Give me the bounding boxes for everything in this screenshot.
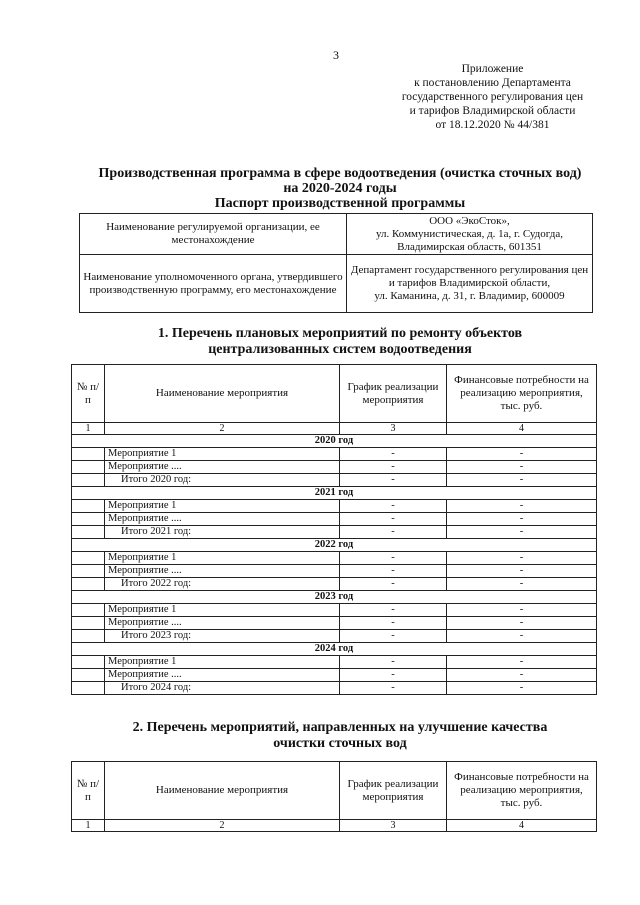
measure-name: Мероприятие ....	[105, 513, 340, 526]
section-title-line: 2. Перечень мероприятий, направленных на улучшение качества	[132, 720, 548, 735]
table-row	[72, 630, 597, 643]
repair-measures-table	[71, 364, 597, 695]
schedule-cell: -	[340, 578, 447, 591]
measure-name: Мероприятие ....	[105, 617, 340, 630]
title-line: на 2020-2024 годы	[283, 181, 397, 196]
finance-cell: -	[447, 565, 597, 578]
passport-org-value	[347, 214, 593, 255]
appendix-line: и тарифов Владимирской области	[409, 105, 576, 117]
measure-name: Мероприятие ....	[105, 565, 340, 578]
finance-cell: -	[447, 617, 597, 630]
passport-authority-label: Наименование уполномоченного органа, утвердившего производственную программу, его местонахождение	[80, 255, 347, 313]
schedule-cell: -	[340, 474, 447, 487]
table-row	[72, 500, 597, 513]
year-total: Итого 2021 год:	[105, 526, 340, 539]
appendix-line: к постановлению Департамента	[414, 77, 571, 89]
year-row: 2021 год	[72, 487, 597, 500]
year-row: 2023 год	[72, 591, 597, 604]
schedule-cell: -	[340, 448, 447, 461]
measure-name: Мероприятие 1	[105, 448, 340, 461]
measure-name: Мероприятие 1	[105, 656, 340, 669]
appendix-line: государственного регулирования цен	[401, 91, 584, 103]
table-row	[72, 669, 597, 682]
section-1-title	[70, 326, 610, 358]
schedule-cell: -	[340, 682, 447, 695]
col-header-finance: Финансовые потребности на реализацию мероприятия, тыс. руб.	[447, 762, 597, 820]
passport-title: Паспорт производственной программы	[214, 196, 466, 211]
table-row	[72, 552, 597, 565]
section-title-line: очистки сточных вод	[273, 736, 407, 751]
passport-org-label: Наименование регулируемой организации, ее местонахождение	[80, 214, 347, 255]
finance-cell: -	[447, 604, 597, 617]
schedule-cell: -	[340, 565, 447, 578]
schedule-cell: -	[340, 630, 447, 643]
section-title-line: централизованных систем водоотведения	[208, 342, 472, 357]
table-row	[72, 656, 597, 669]
table-row	[72, 448, 597, 461]
finance-cell: -	[447, 656, 597, 669]
table-row	[72, 474, 597, 487]
measure-name: Мероприятие ....	[105, 669, 340, 682]
passport-org-line: Владимирская область, 601351	[397, 240, 542, 253]
table-row	[72, 682, 597, 695]
finance-cell: -	[447, 682, 597, 695]
schedule-cell: -	[340, 617, 447, 630]
document-title	[80, 166, 600, 211]
year-row: 2024 год	[72, 643, 597, 656]
schedule-cell: -	[340, 552, 447, 565]
appendix-line: от 18.12.2020 № 44/381	[435, 119, 550, 131]
year-row: 2020 год	[72, 435, 597, 448]
col-number: 2	[105, 820, 340, 832]
table-row	[72, 526, 597, 539]
finance-cell: -	[447, 630, 597, 643]
finance-cell: -	[447, 578, 597, 591]
year-total: Итого 2020 год:	[105, 474, 340, 487]
appendix-block	[385, 62, 600, 132]
appendix-line: Приложение	[461, 63, 524, 75]
schedule-cell: -	[340, 513, 447, 526]
col-header-no: № п/п	[72, 365, 105, 423]
year-row: 2022 год	[72, 539, 597, 552]
table-row	[72, 578, 597, 591]
finance-cell: -	[447, 669, 597, 682]
year-total: Итого 2024 год:	[105, 682, 340, 695]
page-number: 3	[333, 48, 339, 62]
passport-authority-line: Департамент государственного регулирования цен и тарифов Владимирской области,	[350, 264, 589, 289]
section-title-line: 1. Перечень плановых мероприятий по ремонту объектов	[157, 326, 523, 341]
measure-name: Мероприятие ....	[105, 461, 340, 474]
measure-name: Мероприятие 1	[105, 500, 340, 513]
year-total: Итого 2022 год:	[105, 578, 340, 591]
schedule-cell: -	[340, 500, 447, 513]
schedule-cell: -	[340, 604, 447, 617]
col-number: 3	[340, 423, 447, 435]
finance-cell: -	[447, 500, 597, 513]
passport-org-line: ООО «ЭкоСток»,	[429, 214, 510, 227]
measure-name: Мероприятие 1	[105, 604, 340, 617]
col-number: 3	[340, 820, 447, 832]
title-line: Производственная программа в сфере водоотведения (очистка сточных вод)	[98, 166, 582, 181]
col-header-no: № п/п	[72, 762, 105, 820]
col-header-schedule: График реализации мероприятия	[340, 365, 447, 423]
year-total: Итого 2023 год:	[105, 630, 340, 643]
col-header-schedule: График реализации мероприятия	[340, 762, 447, 820]
finance-cell: -	[447, 474, 597, 487]
measure-name: Мероприятие 1	[105, 552, 340, 565]
quality-measures-table	[71, 761, 597, 832]
col-header-finance: Финансовые потребности на реализацию мероприятия, тыс. руб.	[447, 365, 597, 423]
finance-cell: -	[447, 526, 597, 539]
table-row	[72, 461, 597, 474]
schedule-cell: -	[340, 526, 447, 539]
table-row	[72, 617, 597, 630]
section-2-title	[70, 720, 610, 752]
schedule-cell: -	[340, 669, 447, 682]
finance-cell: -	[447, 513, 597, 526]
col-number: 1	[72, 820, 105, 832]
table-row	[72, 513, 597, 526]
passport-table	[79, 213, 593, 313]
col-number: 4	[447, 820, 597, 832]
col-number: 4	[447, 423, 597, 435]
finance-cell: -	[447, 448, 597, 461]
col-number: 2	[105, 423, 340, 435]
finance-cell: -	[447, 552, 597, 565]
schedule-cell: -	[340, 461, 447, 474]
table-row	[72, 604, 597, 617]
passport-org-line: ул. Коммунистическая, д. 1а, г. Судогда,	[376, 227, 563, 240]
col-header-name: Наименование мероприятия	[105, 762, 340, 820]
col-number: 1	[72, 423, 105, 435]
table-row	[72, 565, 597, 578]
col-header-name: Наименование мероприятия	[105, 365, 340, 423]
schedule-cell: -	[340, 656, 447, 669]
passport-authority-line: ул. Каманина, д. 31, г. Владимир, 600009	[374, 290, 565, 302]
finance-cell: -	[447, 461, 597, 474]
passport-authority-value	[347, 255, 593, 313]
